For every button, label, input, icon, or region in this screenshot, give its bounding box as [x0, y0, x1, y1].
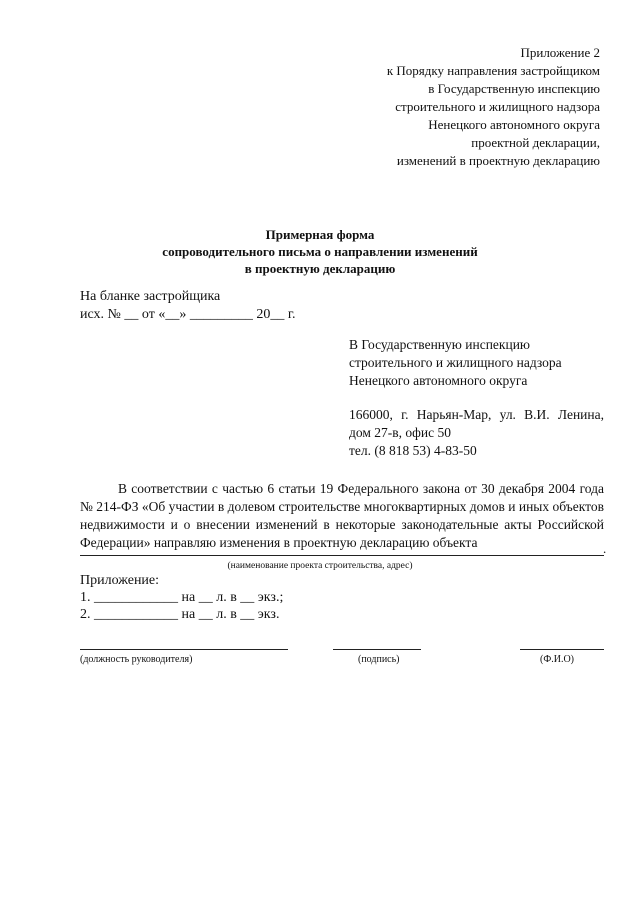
attachments-block [80, 572, 283, 623]
attachment-item: 1. ____________ на __ л. в __ экз.; [80, 590, 284, 605]
recipient-line: Ненецкого автономного округа [349, 373, 528, 388]
appendix-line: к Порядку направления застройщиком [386, 63, 600, 78]
form-title [0, 226, 640, 277]
appendix-header [280, 44, 600, 170]
signature-caption: (подпись) [358, 654, 400, 665]
position-caption: (должность руководителя) [80, 654, 193, 665]
recipient-block [349, 336, 604, 460]
name-line [520, 649, 604, 650]
letterhead-block [80, 288, 295, 324]
title-line: Примерная форма [265, 227, 375, 242]
attachment-item: 2. ____________ на __ л. в __ экз. [80, 607, 280, 622]
title-line: сопроводительного письма о направлении изменений [162, 244, 478, 259]
object-line-period: . [603, 541, 607, 556]
recipient-address: 166000, г. Нарьян-Мар, ул. В.И. Ленина, дом 27-в, офис 50 [349, 407, 604, 440]
title-line: в проектную декларацию [244, 261, 396, 276]
appendix-line: Ненецкого автономного округа [428, 117, 600, 132]
object-name-line [80, 555, 604, 556]
appendix-line: строительного и жилищного надзора [395, 99, 600, 114]
outgoing-number: исх. № __ от «__» _________ 20__ г. [80, 307, 296, 322]
appendix-line: изменений в проектную декларацию [396, 153, 600, 168]
appendix-line: в Государственную инспекцию [428, 81, 600, 96]
recipient-line: В Государственную инспекцию [349, 337, 530, 352]
appendix-line: проектной декларации, [471, 135, 600, 150]
letterhead-note: На бланке застройщика [80, 289, 221, 304]
name-caption: (Ф.И.О) [540, 654, 575, 665]
appendix-line: Приложение 2 [520, 45, 600, 60]
signature-line [333, 649, 421, 650]
body-paragraph: В соответствии с частью 6 статьи 19 Федерального закона от 30 декабря 2004 года № 214-ФЗ «Об участии в долевом строительстве многоквартирных домов и иных объектов недвижимости и о внесении изменений в некоторые законодательные акты Российской Федерации» направляю изменения в проектную декларацию объекта [80, 481, 604, 550]
position-line [80, 649, 288, 650]
object-name-caption: (наименование проекта строительства, адрес) [227, 561, 413, 571]
attachments-heading: Приложение: [80, 573, 160, 588]
recipient-phone: тел. (8 818 53) 4-83-50 [349, 443, 477, 458]
letter-body [80, 480, 604, 552]
recipient-line: строительного и жилищного надзора [349, 355, 562, 370]
